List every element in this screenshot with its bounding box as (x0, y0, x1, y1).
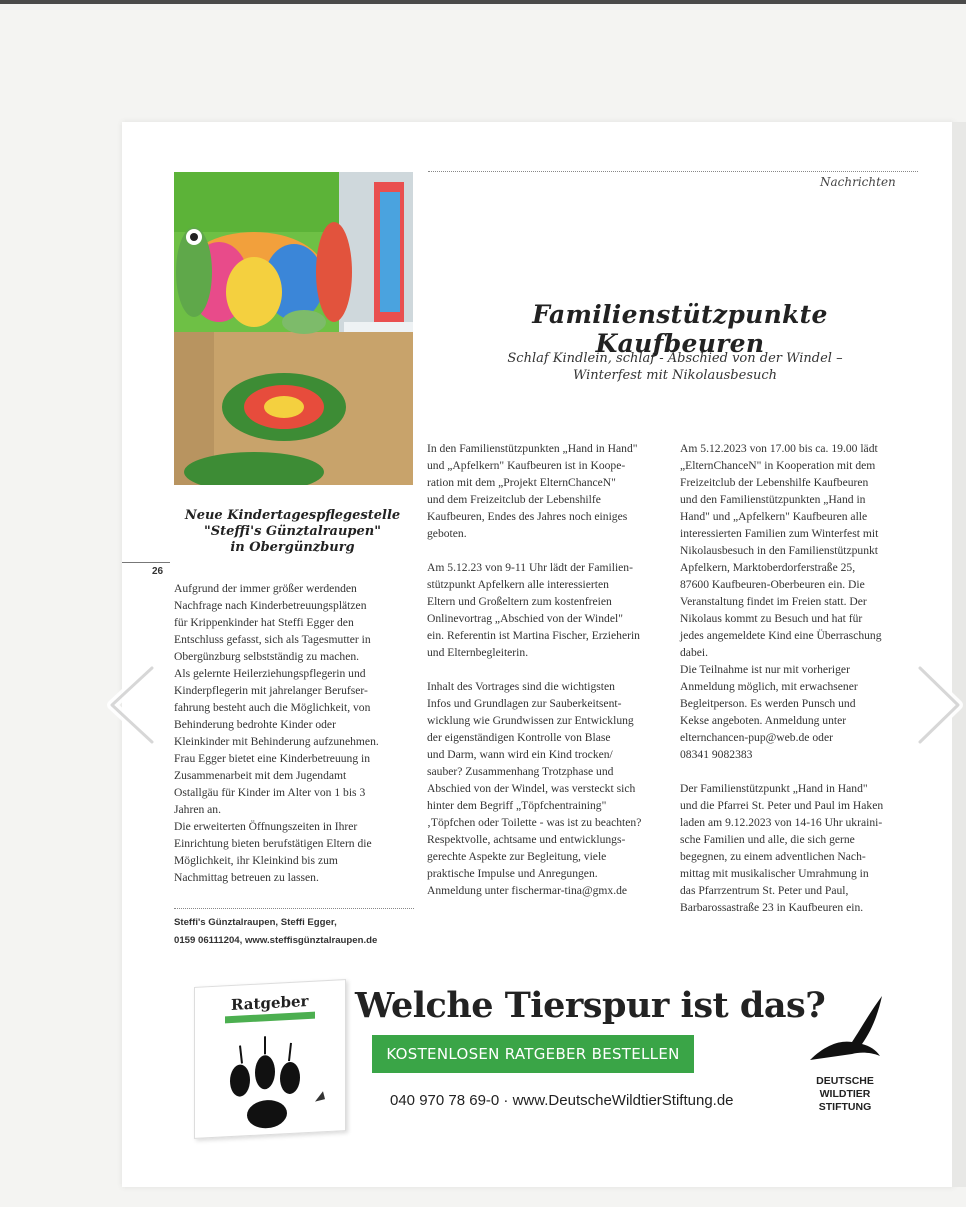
paragraph: In den Familienstützpunkten „Hand in Hand" und „Apfelkern" Kaufbeuren ist in Koope- ration mit dem „Projekt ElternChanceN" und dem Freizeitclub der Lebenshilfe Kaufbeuren, Endes des Jahres noch einiges geboten. (427, 442, 638, 540)
section-label: Nachrichten (820, 175, 896, 189)
playroom-photo (174, 172, 413, 485)
article-headline: Familienstützpunkte Kaufbeuren (532, 300, 828, 358)
chevron-left-icon (100, 660, 160, 750)
book-cover (194, 979, 346, 1139)
header-rule (428, 171, 918, 172)
ad-contact[interactable]: 040 970 78 69-0 · www.DeutscheWildtierStiftung.de (390, 1092, 734, 1109)
order-guide-button[interactable]: KOSTENLOSEN RATGEBER BESTELLEN (372, 1035, 694, 1073)
article-subheadline: Schlaf Kindlein, schlaf - Abschied von der Windel – Winterfest mit Nikolausbesuch (507, 351, 843, 383)
logo-text: DEUTSCHE WILDTIER STIFTUNG (816, 1075, 874, 1113)
chevron-right-icon (910, 660, 966, 750)
page-edge (952, 122, 966, 1187)
viewer-top-bar (0, 0, 966, 4)
page-number-rule (122, 562, 170, 563)
advertisement[interactable] (190, 975, 910, 1140)
paragraph: Am 5.12.23 von 9-11 Uhr lädt der Familien- stützpunkt Apfelkern alle interessierten Eltern und Großeltern zum kostenfreien Onlinevortrag „Abschied von der Windel" ein. Referentin ist Martina Fischer, Erzieherin und Elternbegleiterin. (427, 561, 640, 659)
page-number: 26 (152, 566, 164, 577)
paragraph: Aufgrund der immer größer werdenden Nachfrage nach Kinderbetreuungsplätzen für Krippenkinder hat Steffi Egger den Entschluss gefasst, sich als Tagesmutter in Obergünzburg selbstständig zu machen. Als gelernte Heilerziehungspflegerin und Kinderpflegerin mit jahrelanger Berufser- fahrung besteht auch die Möglichkeit, von Behinderung bedrohte Kinder oder Kleinkinder mit Behinderung aufzunehmen. Frau Egger bietet eine Kinderbetreuung in Zusammenarbeit mit dem Jugendamt Ostallgäu für Kinder im Alter von 1 bis 3 Jahren an. Die erweiterten Öffnungszeiten in Ihrer Einrichtung bieten berufstätigen Eltern die Möglichkeit, ihr Kleinkind bis zum Nachmittag betreuen zu lassen. (174, 582, 379, 884)
previous-page-button[interactable] (100, 660, 160, 750)
eagle-icon (800, 990, 890, 1070)
paw-print-icon (195, 980, 345, 1138)
ad-title: Welche Tierspur ist das? (355, 985, 826, 1026)
paragraph: Am 5.12.2023 von 17.00 bis ca. 19.00 lädt „ElternChanceN" in Kooperation mit dem Freizeitclub der Lebenshilfe Kaufbeuren und den Familienstützpunkten „Hand in Hand" und „Apfelkern" Kaufbeuren alle interessierten Familien zum Winterfest mit Nikolausbesuch in den Familienstützpunkt Apfelkern, Marktoberdorferstraße 25, 87600 Kaufbeuren-Oberbeuren ein. Die Veranstaltung findet im Freien statt. Der Nikolaus kommt zu Besuch und hat für jedes angemeldete Kind eine Überraschung dabei. Die Teilnahme ist nur mit vorheriger Anmeldung möglich, mit erwachsener Begleitperson. Es werden Punsch und Kekse angeboten. Anmeldung unter elternchancen-pup@web.de oder 08341 9082383 (680, 442, 882, 761)
article-column-3 (680, 440, 925, 933)
photo-credits: Steffi's Günztalraupen, Steffi Egger, 0159 06111204, www.steffisgünztalraupen.de (174, 917, 378, 946)
wildtier-logo (800, 990, 890, 1120)
next-page-button[interactable] (910, 660, 966, 750)
credits-rule (174, 908, 414, 909)
photo-caption: Neue Kindertagespflegestelle "Steffi's Günztalraupen" in Obergünzburg (184, 508, 401, 555)
paragraph: Der Familienstützpunkt „Hand in Hand" und die Pfarrei St. Peter und Paul im Haken laden am 9.12.2023 von 14-16 Uhr ukraini- sche Familien und alle, die sich gerne begegnen, zu einem adventlichen Nach- mittag mit musikalischer Umrahmung in das Pfarrzentrum St. Peter und Paul, Barbarossastraße 23 in Kaufbeuren ein. (680, 782, 884, 914)
paragraph: Inhalt des Vortrages sind die wichtigsten Infos und Grundlagen zur Sauberkeitsent- wicklung wie Grundwissen zur Entwicklung der eigenständigen Kontrolle von Blase und Darm, wann wird ein Kind trocken/ sauber? Zusammenhang Trotzphase und Abschied von der Windel, was versteckt sich hinter dem Begriff „Töpfchentraining" ‚Töpfchen oder Toilette - was ist zu beachten? Respektvolle, achtsame und entwicklungs- gerechte Aspekte zur Begleitung, viele praktische Impulse und Anregungen. Anmeldung unter fischermar-tina@gmx.de (427, 680, 642, 897)
article-column-1 (174, 580, 416, 903)
book-title: Ratgeber (231, 991, 309, 1015)
article-column-2 (427, 440, 667, 916)
